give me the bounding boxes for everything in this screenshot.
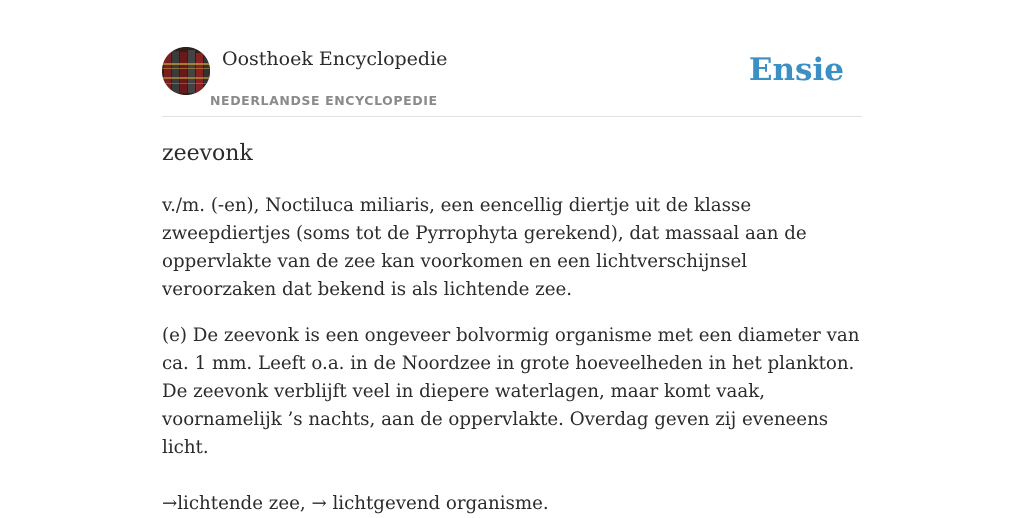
site-subtitle: NEDERLANDSE ENCYCLOPEDIE [210,93,438,108]
see-also [162,490,862,518]
see-also-separator: , [299,493,312,514]
entry-content [162,138,862,518]
site-header [162,46,862,117]
encyclopedia-books-icon[interactable] [162,47,210,95]
entry-title: zeevonk [162,141,253,166]
site-title[interactable]: Oosthoek Encyclopedie [222,48,448,70]
description-paragraph: (e) De zeevonk is een ongeveer bolvormig organisme met een diameter van ca. 1 mm. Leeft o.a. in de Noordzee in grote hoeveelheden in het plankton. De zeevonk verblijft veel in diepere waterlagen, maar komt vaak, voornamelijk ’s nachts, aan de oppervlakte. Overdag geven zij eveneens licht. [162,325,860,458]
link-lichtgevend-organisme[interactable]: → lichtgevend organisme [311,493,543,514]
definition-paragraph: v./m. (-en), Noctiluca miliaris, een eencellig diertje uit de klasse zweepdiertjes (soms tot de Pyrrophyta gerekend), dat massaal aan de oppervlakte van de zee kan voorkomen en een lichtverschijnsel veroorzaken dat bekend is als lichtende zee. [162,195,807,300]
see-also-end: . [542,493,549,514]
link-lichtende-zee[interactable]: →lichtende zee [162,493,300,514]
ensie-logo[interactable]: Ensie [748,52,844,88]
